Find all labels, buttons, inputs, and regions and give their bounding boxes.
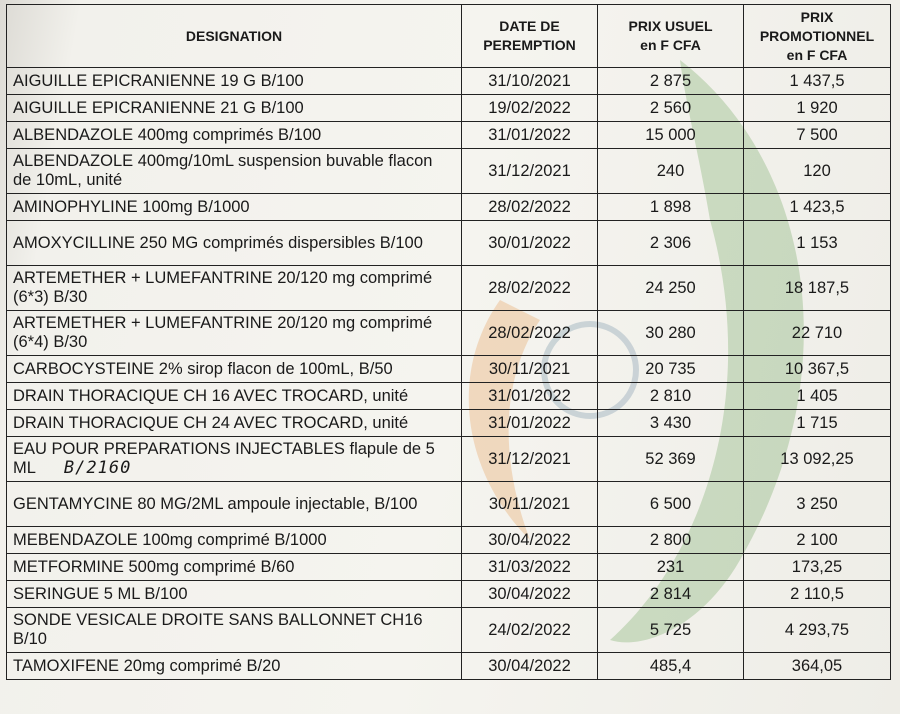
prix-promo-cell	[744, 68, 891, 95]
prix-promo-cell	[744, 356, 891, 383]
designation-cell-text: TAMOXIFENE 20mg comprimé B/20	[13, 656, 281, 675]
date-cell	[462, 482, 598, 527]
date-cell	[462, 122, 598, 149]
prix-promo-cell-text: 7 500	[796, 125, 838, 144]
table-row	[7, 410, 891, 437]
designation-cell-text: AIGUILLE EPICRANIENNE 21 G B/100	[13, 98, 304, 117]
prix-promo-cell	[744, 527, 891, 554]
prix-promo-cell-text: 1 437,5	[789, 71, 845, 90]
date-cell-text: 28/02/2022	[488, 278, 571, 297]
designation-cell	[7, 410, 462, 437]
date-cell-text: 31/12/2021	[488, 161, 571, 180]
designation-cell-text: GENTAMYCINE 80 MG/2ML ampoule injectable, B/100	[13, 494, 418, 513]
table-row	[7, 608, 891, 653]
prix-promo-cell-text: 1 153	[796, 233, 838, 252]
prix-usuel-cell-text: 2 560	[649, 98, 692, 117]
table-row	[7, 221, 891, 266]
designation-cell-text: AMOXYCILLINE 250 MG comprimés dispersibles B/100	[13, 233, 423, 252]
prix-promo-cell-text: 364,05	[791, 656, 843, 675]
prix-usuel-cell	[598, 311, 744, 356]
prix-promo-cell-text: 18 187,5	[784, 278, 850, 297]
designation-cell	[7, 221, 462, 266]
prix-promo-cell-text: 2 110,5	[790, 584, 844, 603]
designation-cell-text: CARBOCYSTEINE 2% sirop flacon de 100mL, B/50	[13, 359, 393, 378]
prix-usuel-cell-text: 20 735	[645, 359, 696, 378]
designation-cell	[7, 581, 462, 608]
designation-cell	[7, 122, 462, 149]
prix-usuel-cell-text: 30 280	[645, 323, 696, 342]
table-row	[7, 266, 891, 311]
table-row	[7, 95, 891, 122]
prix-promo-cell	[744, 410, 891, 437]
table-row	[7, 356, 891, 383]
prix-usuel-cell-text: 2 810	[649, 386, 692, 405]
prix-promo-cell	[744, 122, 891, 149]
date-cell	[462, 149, 598, 194]
prix-promo-cell-text: 2 100	[796, 530, 838, 549]
designation-cell-text: METFORMINE 500mg comprimé B/60	[13, 557, 295, 576]
prix-usuel-cell	[598, 221, 744, 266]
prix-promo-cell-text: 173,25	[791, 557, 843, 576]
table-body	[7, 68, 891, 680]
prix-usuel-cell	[598, 194, 744, 221]
designation-cell	[7, 356, 462, 383]
table-row	[7, 311, 891, 356]
date-cell	[462, 356, 598, 383]
date-cell-text: 31/01/2022	[488, 125, 571, 144]
designation-cell-text: MEBENDAZOLE 100mg comprimé B/1000	[13, 530, 327, 549]
prix-promo-cell-text: 1 405	[796, 386, 838, 405]
designation-cell	[7, 608, 462, 653]
prix-promo-cell-text: 22 710	[791, 323, 843, 342]
table-row	[7, 122, 891, 149]
header-row	[7, 5, 891, 68]
designation-cell-text: ARTEMETHER + LUMEFANTRINE 20/120 mg comprimé (6*3) B/30	[13, 269, 433, 306]
prix-usuel-cell	[598, 149, 744, 194]
designation-cell-text: SERINGUE 5 ML B/100	[13, 584, 188, 603]
designation-cell	[7, 554, 462, 581]
date-cell	[462, 653, 598, 680]
prix-usuel-cell	[598, 527, 744, 554]
date-cell-text: 31/10/2021	[488, 71, 571, 90]
date-cell-text: 30/01/2022	[488, 233, 571, 252]
designation-cell-text: DRAIN THORACIQUE CH 24 AVEC TROCARD, unité	[13, 413, 409, 432]
designation-cell-text: EAU POUR PREPARATIONS INJECTABLES flapule de 5 ML	[13, 440, 435, 477]
table-row	[7, 482, 891, 527]
prix-promo-cell	[744, 581, 891, 608]
date-cell	[462, 527, 598, 554]
designation-cell	[7, 482, 462, 527]
prix-usuel-cell	[598, 410, 744, 437]
prix-promo-cell-text: 4 293,75	[784, 620, 850, 639]
prix-promo-cell-text: 1 920	[796, 98, 838, 117]
prix-usuel-cell-text: 240	[656, 161, 685, 180]
prix-promo-cell-text: 3 250	[796, 494, 838, 513]
prix-usuel-cell-text: 231	[656, 557, 685, 576]
prix-promo-cell-text: 10 367,5	[784, 359, 850, 378]
designation-cell-text: SONDE VESICALE DROITE SANS BALLONNET CH16 B/10	[13, 611, 423, 648]
prix-usuel-cell	[598, 437, 744, 482]
table-row	[7, 554, 891, 581]
date-cell-text: 28/02/2022	[488, 197, 571, 216]
date-cell-text: 24/02/2022	[488, 620, 571, 639]
designation-cell	[7, 437, 462, 482]
date-cell	[462, 383, 598, 410]
designation-cell	[7, 653, 462, 680]
date-cell-text: 31/01/2022	[488, 386, 571, 405]
header-date-peremption: DATE DE PEREMPTION	[462, 5, 598, 68]
date-cell	[462, 437, 598, 482]
prix-promo-cell	[744, 221, 891, 266]
date-cell-text: 31/12/2021	[488, 449, 571, 468]
prix-usuel-cell	[598, 356, 744, 383]
date-cell	[462, 266, 598, 311]
table-row	[7, 149, 891, 194]
prix-promo-cell-text: 120	[803, 161, 831, 180]
header-designation: DESIGNATION	[7, 5, 462, 68]
prix-promo-cell	[744, 149, 891, 194]
prix-promo-cell	[744, 608, 891, 653]
prix-usuel-cell-text: 24 250	[645, 278, 696, 297]
header-prix-promotionnel: PRIX PROMOTIONNEL en F CFA	[744, 5, 891, 68]
table-row	[7, 581, 891, 608]
prix-usuel-cell	[598, 68, 744, 95]
prix-promo-cell	[744, 554, 891, 581]
designation-cell-text: DRAIN THORACIQUE CH 16 AVEC TROCARD, unité	[13, 386, 409, 405]
prix-usuel-cell-text: 1 898	[649, 197, 692, 216]
date-cell	[462, 581, 598, 608]
prix-usuel-cell-text: 52 369	[645, 449, 696, 468]
designation-cell	[7, 149, 462, 194]
handwritten-note: B/2160	[63, 458, 132, 478]
prix-usuel-cell	[598, 122, 744, 149]
designation-cell	[7, 311, 462, 356]
table-row	[7, 68, 891, 95]
designation-cell	[7, 383, 462, 410]
date-cell	[462, 608, 598, 653]
date-cell	[462, 68, 598, 95]
date-cell-text: 30/04/2022	[488, 584, 571, 603]
prix-usuel-cell-text: 2 814	[649, 584, 692, 603]
date-cell-text: 30/04/2022	[488, 530, 571, 549]
designation-cell	[7, 527, 462, 554]
designation-cell-text: ALBENDAZOLE 400mg/10mL suspension buvable flacon de 10mL, unité	[13, 152, 433, 189]
date-cell	[462, 311, 598, 356]
table-row	[7, 383, 891, 410]
date-cell	[462, 554, 598, 581]
designation-cell	[7, 68, 462, 95]
designation-cell	[7, 194, 462, 221]
date-cell-text: 30/11/2021	[488, 494, 571, 513]
prix-promo-cell	[744, 383, 891, 410]
date-cell	[462, 410, 598, 437]
date-cell	[462, 194, 598, 221]
table-row	[7, 527, 891, 554]
prix-promo-cell	[744, 95, 891, 122]
prix-usuel-cell	[598, 554, 744, 581]
prix-promo-cell	[744, 311, 891, 356]
prix-usuel-cell	[598, 266, 744, 311]
prix-usuel-cell-text: 3 430	[649, 413, 692, 432]
designation-cell-text: ARTEMETHER + LUMEFANTRINE 20/120 mg comprimé (6*4) B/30	[13, 314, 433, 351]
prix-usuel-cell-text: 485,4	[649, 656, 692, 675]
designation-cell-text: ALBENDAZOLE 400mg comprimés B/100	[13, 125, 322, 144]
date-cell-text: 30/11/2021	[488, 359, 571, 378]
prix-usuel-cell-text: 2 875	[649, 71, 692, 90]
prix-usuel-cell-text: 2 306	[649, 233, 692, 252]
prix-usuel-cell-text: 5 725	[649, 620, 692, 639]
prix-promo-cell	[744, 194, 891, 221]
prix-promo-cell	[744, 653, 891, 680]
designation-cell	[7, 266, 462, 311]
date-cell-text: 19/02/2022	[488, 98, 571, 117]
table-row	[7, 194, 891, 221]
designation-cell	[7, 95, 462, 122]
prix-promo-cell	[744, 266, 891, 311]
date-cell-text: 28/02/2022	[488, 323, 571, 342]
date-cell	[462, 95, 598, 122]
designation-cell-text: AIGUILLE EPICRANIENNE 19 G B/100	[13, 71, 304, 90]
prix-usuel-cell-text: 15 000	[645, 125, 696, 144]
prix-promo-cell	[744, 482, 891, 527]
prix-promo-cell-text: 1 423,5	[789, 197, 845, 216]
prix-usuel-cell-text: 2 800	[649, 530, 692, 549]
prix-promo-cell-text: 1 715	[796, 413, 838, 432]
table-row	[7, 653, 891, 680]
header-prix-usuel: PRIX USUEL en F CFA	[598, 5, 744, 68]
prix-promo-cell	[744, 437, 891, 482]
date-cell-text: 31/01/2022	[488, 413, 571, 432]
prix-usuel-cell	[598, 383, 744, 410]
date-cell	[462, 221, 598, 266]
prix-promo-cell-text: 13 092,25	[780, 449, 854, 468]
price-table	[6, 4, 891, 680]
designation-cell-text: AMINOPHYLINE 100mg B/1000	[13, 197, 250, 216]
prix-usuel-cell-text: 6 500	[649, 494, 692, 513]
date-cell-text: 30/04/2022	[488, 656, 571, 675]
prix-usuel-cell	[598, 482, 744, 527]
prix-usuel-cell	[598, 608, 744, 653]
prix-usuel-cell	[598, 95, 744, 122]
date-cell-text: 31/03/2022	[488, 557, 571, 576]
prix-usuel-cell	[598, 581, 744, 608]
table-row	[7, 437, 891, 482]
prix-usuel-cell	[598, 653, 744, 680]
